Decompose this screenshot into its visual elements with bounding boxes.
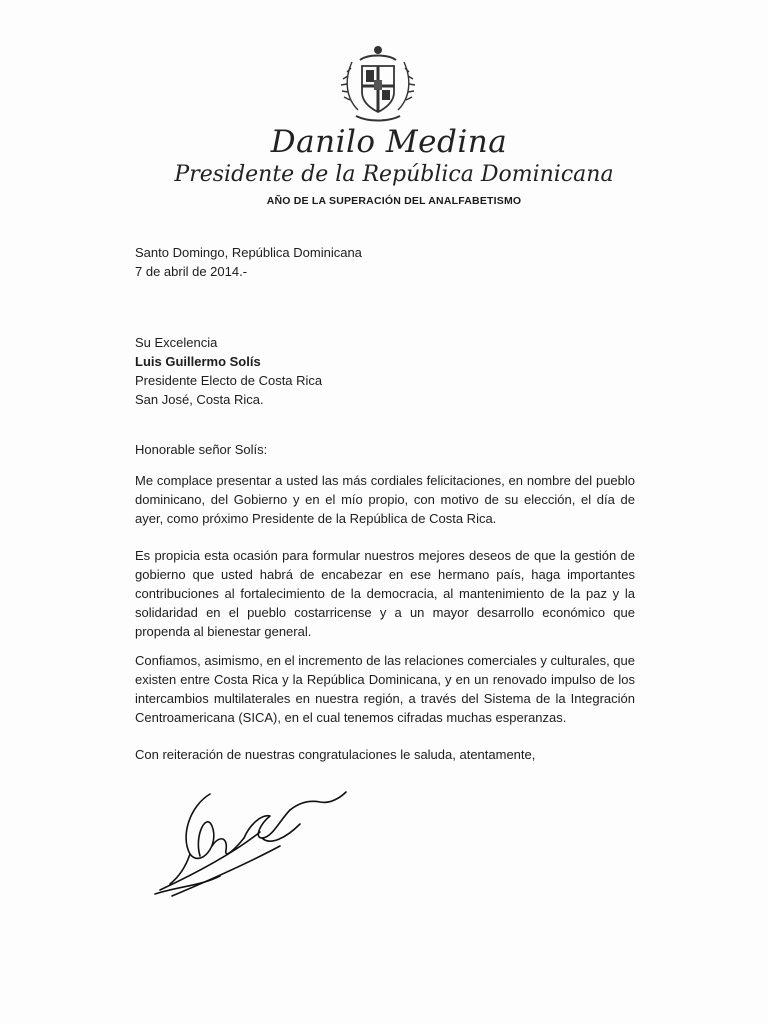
recipient-location: San José, Costa Rica. — [135, 392, 264, 407]
place-line: Santo Domingo, República Dominicana — [135, 245, 362, 260]
recipient-honorific: Su Excelencia — [135, 335, 218, 350]
recipient-position: Presidente Electo de Costa Rica — [135, 373, 323, 388]
sender-name: Danilo Medina — [270, 124, 508, 160]
body-paragraph: Me complace presentar a usted las más cordiales felicitaciones, en nombre del pueblo dominicano, del Gobierno y en el mío propio, con motivo de su elección, el día de ayer, como próximo Presidente de la República de Costa Rica. — [135, 473, 635, 526]
body-paragraph: Confiamos, asimismo, en el incremento de las relaciones comerciales y culturales, que existen entre Costa Rica y la República Dominicana, y en un renovado impulso de los intercambios multilaterales en nuestra región, a través del Sistema de la Integración Centroamericana (SICA), en el cual tenemos cifradas muchas esperanzas. — [135, 653, 635, 725]
date-block — [135, 243, 635, 281]
recipient-block — [135, 333, 635, 409]
body-paragraph: Es propicia esta ocasión para formular nuestros mejores deseos de que la gestión de gobierno que usted habrá de encabezar en ese hermano país, haga importantes contribuciones al fortalecimiento de la democracia, al mantenimiento de la paz y la solidaridad en el pueblo costarricense y a un mayor desarrollo económico que propenda al bienestar general. — [135, 548, 635, 639]
closing: Con reiteración de nuestras congratulaciones le saluda, atentamente, — [135, 747, 536, 762]
salutation: Honorable señor Solís: — [135, 442, 268, 457]
year-motto: AÑO DE LA SUPERACIÓN DEL ANALFABETISMO — [266, 195, 522, 207]
signature-icon — [150, 776, 360, 906]
coat-of-arms-icon — [336, 40, 420, 124]
date-line: 7 de abril de 2014.- — [135, 264, 248, 279]
sender-title: Presidente de la República Dominicana — [174, 162, 614, 187]
recipient-name: Luis Guillermo Solís — [135, 354, 261, 369]
